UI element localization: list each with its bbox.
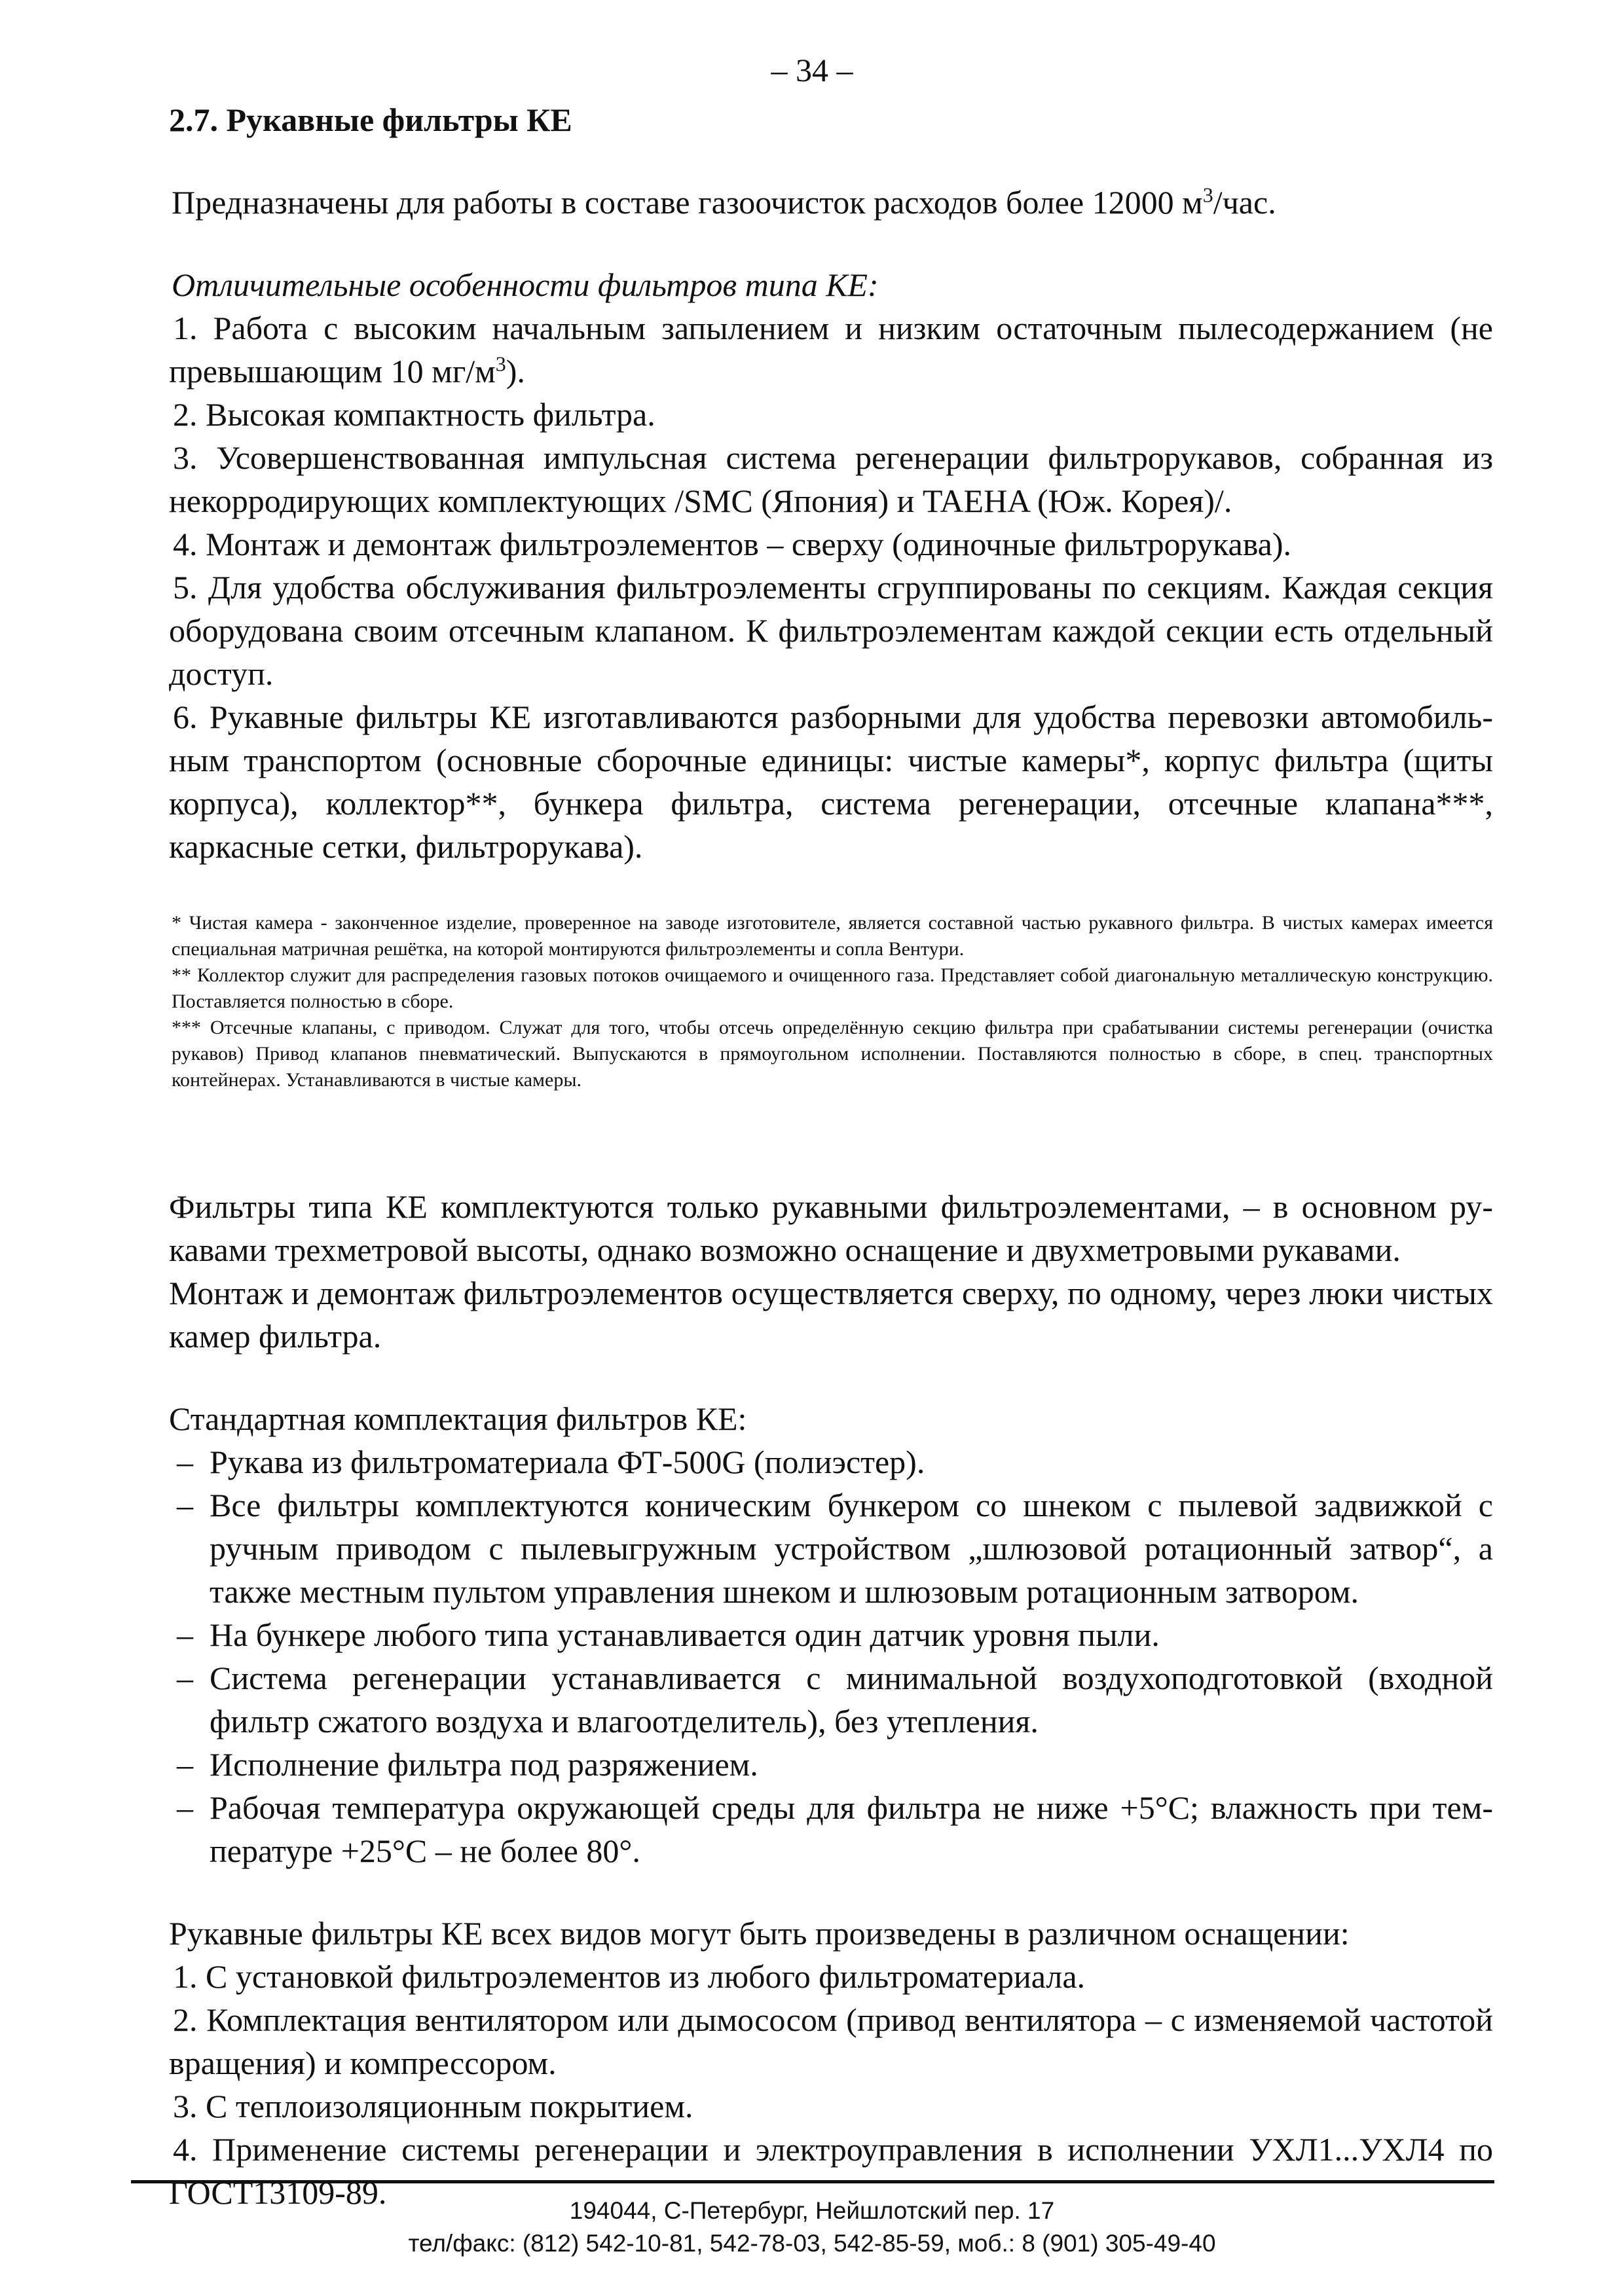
footnote-3: *** Отсечные клапаны, с приводом. Служат для того, чтобы отсечь определённую секцию фильтра при срабатывании системы регенерации (очистка рукавов) Привод клапанов пневматический. Выпускаются в прямоугольном исполнении. Поставляются полностью в сборе, в спец. транспортных контейнерах. Устанавливаются в чистые камеры. <box>172 1017 1493 1091</box>
page-content <box>169 98 1493 2214</box>
list-item: – Рабочая температура окружающей среды для фильтра не ниже +5°С; влажность при температуре +25°С – не более 80°. <box>169 1786 1493 1872</box>
option-item-1: 1. С установкой фильтроэлементов из любого фильтроматериала. <box>173 1958 1086 1995</box>
footer-divider <box>131 2180 1494 2183</box>
footer-address: 194044, С-Петербург, Нейшлотский пер. 17 <box>569 2197 1055 2224</box>
standard-list <box>169 1440 1493 1872</box>
list-item: – Исполнение фильтра под разряжением. <box>169 1743 1493 1786</box>
feature-item-6: 6. Рукавные фильтры КЕ изготавливаются разборными для удобства перевозки автомобильным транспортом (основные сборочные единицы: чистые камеры*, корпус фильтра (щиты корпуса), коллектор**, бункера фильтра, система регенерации, отсечные клапана***, каркасные сетки, фильтрорукава). <box>169 699 1493 865</box>
feature-item-5: 5. Для удобства обслуживания фильтроэлементы сгруппированы по секциям. Каждая секция оборудована своим отсечным клапаном. К фильтроэлементам каждой секции есть отдельный доступ. <box>169 569 1493 692</box>
footnote-1: * Чистая камера - законченное изделие, проверенное на заводе изготовителе, является составной частью рукавного фильтра. В чистых камерах имеется специальная матричная решётка, на которой монтируются фильтроэлементы и сопла Вентури. <box>172 912 1493 960</box>
feature-item-1 <box>169 306 1493 393</box>
mounting-paragraph: Монтаж и демонтаж фильтроэлементов осуществляется сверху, по одному, через люки чистых камер фильтра. <box>169 1275 1493 1355</box>
standard-title: Стандартная комплектация фильтров КЕ: <box>169 1400 747 1437</box>
intro-paragraph <box>169 181 1493 224</box>
footnotes-block <box>169 910 1493 1093</box>
intro-unit: /час. <box>1213 184 1276 221</box>
footnote-2: ** Коллектор служит для распределения газовых потоков очищаемого и очищенного газа. Представляет собой диагональную металлическую конструкцию. Поставляется полностью в сборе. <box>172 964 1493 1012</box>
list-item: – Все фильтры комплектуются коническим бункером со шнеком с пылевой задвижкой с ручным приводом с пылевыгружным устройством „шлюзовой ротационный затвор“, а также местным пультом управления шнеком и шлюзовым ротационным затвором. <box>169 1484 1493 1613</box>
intro-text: Предназначены для работы в составе газоочисток расходов более 12000 м <box>172 184 1203 221</box>
section-heading: 2.7. Рукавные фильтры КЕ <box>169 101 572 138</box>
feature-1-close: ). <box>506 353 525 390</box>
list-item: – Рукава из фильтроматериала ФТ-500G (полиэстер). <box>169 1440 1493 1484</box>
intro-superscript: 3 <box>1202 183 1213 207</box>
option-item-3: 3. С теплоизоляционным покрытием. <box>173 2088 693 2124</box>
feature-item-3: 3. Усовершенствованная импульсная система регенерации фильтрорукавов, собранная из некорродирующих комплектующих /SMC (Япония) и TAEHA (Юж. Корея)/. <box>169 439 1493 519</box>
feature-1-superscript: 3 <box>495 352 506 376</box>
footer <box>0 2195 1624 2260</box>
list-item: – Система регенерации устанавливается с минимальной воздухоподготовкой (входной фильтр сжатого воздуха и влагоотделитель), без утепления. <box>169 1656 1493 1743</box>
option-item-4: 4. Применение системы регенерации и электроуправления в исполнении УХЛ1...УХЛ4 по ГОСТ13109-89. <box>169 2131 1493 2211</box>
option-item-2: 2. Комплектация вентилятором или дымососом (привод вентилятора – с изменяемой частотой вращения) и компрессором. <box>169 2001 1493 2081</box>
feature-item-4: 4. Монтаж и демонтаж фильтроэлементов – сверху (одиночные фильтрорукава). <box>173 526 1292 562</box>
list-item: – На бункере любого типа устанавливается один датчик уровня пыли. <box>169 1613 1493 1656</box>
feature-1-text: 1. Работа с высоким начальным запылением и низким остаточным пылесодержанием (не превышающим 10 мг/м <box>169 310 1493 390</box>
page-number: – 34 – <box>771 52 853 88</box>
sleeves-paragraph: Фильтры типа КЕ комплектуются только рукавными фильтроэлементами, – в основном рукавами трехметровой высоты, однако возможно оснащение и двухметровыми рукавами. <box>169 1188 1493 1268</box>
options-title: Рукавные фильтры КЕ всех видов могут быть произведены в различном оснащении: <box>169 1915 1350 1952</box>
footer-contacts: тел/факс: (812) 542-10-81, 542-78-03, 542-85-59, моб.: 8 (901) 305-49-40 <box>408 2230 1216 2257</box>
feature-item-2: 2. Высокая компактность фильтра. <box>173 396 655 433</box>
features-title: Отличительные особенности фильтров типа КЕ: <box>172 266 879 303</box>
